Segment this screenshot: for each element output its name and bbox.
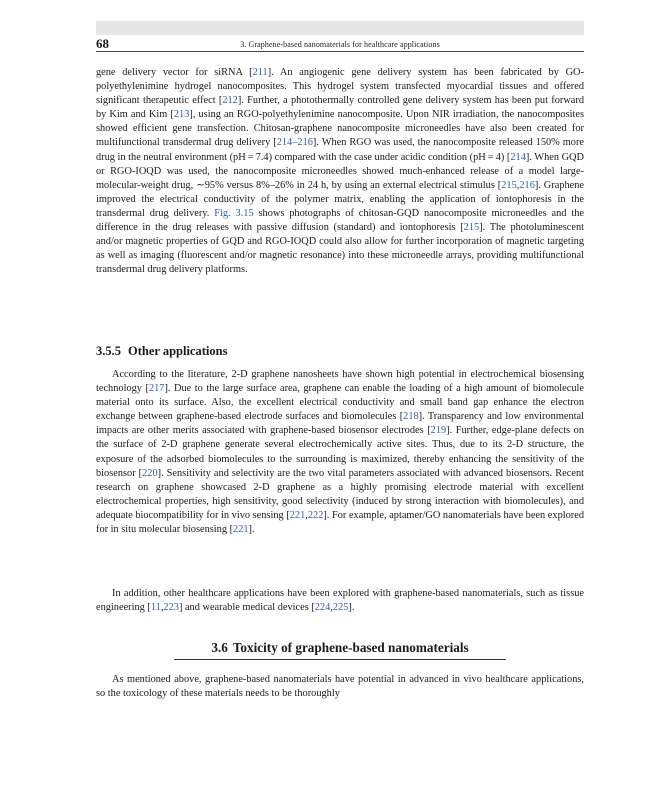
citation-link[interactable]: 216 — [519, 179, 535, 191]
citation-link[interactable]: 222 — [307, 509, 324, 521]
header-bar — [96, 21, 584, 35]
paragraph-toxicity-intro: As mentioned above, graphene-based nanomaterials have potential in advanced in vivo healthcare applications, so the toxicology of these materials needs to be thoroughly — [96, 674, 584, 700]
citation-link[interactable]: 224 — [314, 602, 331, 614]
citation-link[interactable]: 221 — [289, 509, 306, 521]
page-number: 68 — [96, 36, 109, 51]
header-rule — [96, 51, 584, 52]
citation-link[interactable]: 212 — [222, 95, 238, 107]
citation-link[interactable]: 11 — [150, 602, 161, 614]
citation-link[interactable]: 225 — [332, 602, 349, 614]
paragraph-gene-delivery: gene delivery vector for siRNA [211]. An angiogenic gene delivery system has been fabricated by GO-polyethylenimine hydrogel nanocomposites. This hydrogel system transfected myocardial tissues and offered significant therapeutic effect [212]. Further, a photothermally controlled gene delivery system has been put forward by Kim and Kim [213], using an RGO-polyethylenimine nanocomposite. Upon NIR irradiation, the nanocomposites showed efficient gene transfection. Chitosan-graphene nanocomposite microneedles have also been created for multifunctional transdermal drug delivery [214–216]. When RGO was used, the nanocomposite released 150% more drug in the neutral environment (pH = 7.4) compared with the case under acidic condition (pH = 4) [214]. When GQD or RGO-IOQD was used, the nanocomposite microneedles showed much-enhanced release of a model large-molecular-weight drug, ∼95% versus 8%–26% in 24 h, by using an external electrical stimulus [215,216]. Graphene improved the electrical conductivity of the polymer matrix, enabling the application of iontophoresis in the transdermal drug delivery. Fig. 3.15 shows photographs of chitosan-GQD nanocomposite microneedles and the difference in the drug releases with passive diffusion (standard) and iontophoresis [215]. The photoluminescent and/or magnetic properties of GQD and RGO-IOQD could also allow for further incorporation of magnetic targeting as well as imaging (fluorescent and/or magnetic resonance) into these microneedle arrays, providing multifunctional transdermal drug delivery platforms. — [96, 67, 585, 276]
section-title: Toxicity of graphene-based nanomaterials — [232, 640, 469, 655]
citation-link[interactable]: Fig. 3.15 — [214, 207, 254, 219]
citation-link[interactable]: 218 — [403, 411, 419, 423]
citation-link[interactable]: 220 — [142, 467, 158, 479]
citation-link[interactable]: 223 — [163, 602, 179, 614]
citation-link[interactable]: 214–216 — [276, 137, 313, 149]
citation-link[interactable]: 215 — [501, 179, 517, 191]
section-title: Other applications — [128, 344, 228, 358]
section-heading-other-applications — [96, 344, 227, 359]
citation-link[interactable]: 217 — [148, 383, 165, 395]
citation-link[interactable]: 221 — [233, 524, 249, 536]
citation-link[interactable]: 219 — [430, 425, 447, 437]
citation-link[interactable]: 213 — [173, 109, 190, 121]
citation-link[interactable]: 215 — [463, 222, 480, 234]
section-number: 3.6 — [211, 640, 228, 655]
running-head: 3. Graphene-based nanomaterials for healthcare applications — [240, 40, 440, 49]
paragraph-biosensing: According to the literature, 2-D graphene nanosheets have shown high potential in electrochemical biosensing technology [217]. Due to the large surface area, graphene can enable the loading of a high amount of biomolecule material onto its surface. Also, the excellent electrical conductivity and small band gap enhance the electron exchange between graphene-based electrode surfaces and biomolecules [218]. Transparency and low environmental impacts are other merits associated with graphene-based biosensor electrodes [219]. Further, edge-plane defects on the surface of 2-D graphene generate several electrochemically active sites. Thus, due to its 2-D structure, the exposure of the adsorbed biomolecules to the surrounding is maximized, thereby enhancing the sensitivity of the biosensor [220]. Sensitivity and selectivity are the two vital parameters associated with advanced biosensors. Recent research on graphene showcased 2-D graphene as a highly promising electrode material with excellent electrochemical properties, high sensitivity, good selectivity (induced by strong interaction with biomolecules), and adequate biocompatibility for in vivo sensing [221,222]. For example, aptamer/GO nanomaterials have been explored for in situ molecular biosensing [221]. — [96, 369, 584, 536]
citation-link[interactable]: 211 — [252, 67, 268, 78]
section-rule — [174, 659, 506, 660]
citation-link[interactable]: 214 — [510, 151, 526, 163]
section-heading-toxicity — [174, 640, 506, 656]
section-number: 3.5.5 — [96, 344, 121, 358]
paragraph-other-healthcare: In addition, other healthcare applications have been explored with graphene-based nanomaterials, such as tissue engineering [11,223] and wearable medical devices [224,225]. — [96, 588, 584, 614]
